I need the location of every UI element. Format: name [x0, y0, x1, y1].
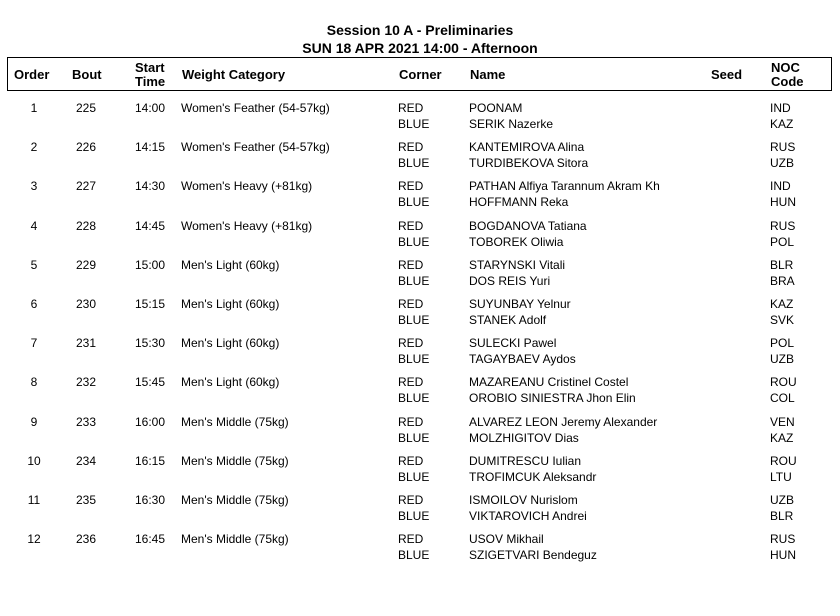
red-noc-cell: IND — [770, 179, 791, 194]
blue-name-cell: TOBOREK Oliwia — [469, 234, 564, 249]
start-time-cell: 16:45 — [135, 532, 166, 547]
red-name-cell: STARYNSKI Vitali — [469, 257, 566, 272]
blue-name-cell: DOS REIS Yuri — [469, 273, 551, 288]
blue-name-cell: SERIK Nazerke — [469, 117, 554, 131]
bout-cell: 228 — [75, 218, 97, 233]
header-weight-category: Weight Category — [182, 67, 286, 82]
start-time-cell: 16:15 — [135, 453, 166, 468]
table-row — [0, 493, 840, 532]
red-name-cell: SULECKI Pawel — [469, 336, 557, 351]
blue-name-cell: TROFIMCUK Aleksandr — [469, 469, 597, 484]
table-row — [0, 297, 840, 336]
blue-name-cell: SZIGETVARI Bendeguz — [469, 548, 597, 563]
weight-category-cell: Men's Middle (75kg) — [181, 453, 289, 468]
red-name-cell: BOGDANOVA Tatiana — [469, 218, 587, 233]
start-time-cell: 15:15 — [135, 297, 166, 311]
corner-blue-cell: BLUE — [398, 391, 430, 406]
blue-name-cell: STANEK Adolf — [469, 313, 547, 327]
blue-noc-cell: UZB — [770, 352, 794, 367]
blue-noc-cell: UZB — [770, 156, 794, 171]
red-noc-cell: ROU — [770, 375, 797, 390]
bout-cell: 226 — [75, 140, 97, 155]
blue-noc-cell: KAZ — [770, 430, 794, 445]
weight-category-cell: Women's Heavy (+81kg) — [181, 179, 313, 194]
red-name-cell: POONAM — [469, 101, 523, 115]
session-title: Session 10 A - Preliminaries — [326, 22, 514, 38]
blue-name-cell: HOFFMANN Reka — [469, 195, 569, 210]
corner-red-cell: RED — [398, 414, 424, 429]
red-noc-cell: UZB — [770, 493, 794, 507]
table-row — [0, 140, 840, 179]
order-cell: 11 — [27, 493, 41, 507]
red-noc-cell: IND — [770, 101, 791, 115]
table-row — [0, 454, 840, 493]
red-noc-cell: BLR — [770, 257, 794, 272]
start-time-cell: 15:30 — [135, 336, 166, 351]
bout-cell: 235 — [75, 493, 97, 507]
corner-blue-cell: BLUE — [398, 430, 430, 445]
table-row — [0, 179, 840, 218]
corner-red-cell: RED — [398, 453, 424, 468]
start-time-cell: 15:00 — [135, 257, 166, 272]
session-subtitle: SUN 18 APR 2021 14:00 - Afternoon — [302, 40, 538, 56]
corner-red-cell: RED — [398, 336, 424, 351]
corner-blue-cell: BLUE — [398, 117, 430, 131]
blue-name-cell: TAGAYBAEV Aydos — [469, 352, 576, 367]
order-cell: 8 — [30, 375, 38, 390]
corner-blue-cell: BLUE — [398, 548, 430, 563]
red-name-cell: PATHAN Alfiya Tarannum Akram Kh — [469, 179, 660, 194]
start-time-cell: 15:45 — [135, 375, 166, 390]
red-noc-cell: VEN — [770, 414, 795, 429]
red-name-cell: KANTEMIROVA Alina — [469, 140, 585, 155]
blue-name-cell: TURDIBEKOVA Sitora — [469, 156, 589, 171]
order-cell: 10 — [27, 453, 41, 468]
corner-red-cell: RED — [398, 218, 424, 233]
blue-noc-cell: LTU — [770, 469, 792, 484]
start-time-cell: 16:00 — [135, 414, 166, 429]
start-time-cell: 14:45 — [135, 218, 166, 233]
blue-name-cell: MOLZHIGITOV Dias — [469, 430, 579, 445]
table-row — [0, 336, 840, 375]
red-name-cell: DUMITRESCU Iulian — [469, 453, 582, 468]
blue-noc-cell: KAZ — [770, 117, 794, 131]
header-seed: Seed — [711, 67, 743, 82]
red-name-cell: ISMOILOV Nurislom — [469, 493, 578, 507]
blue-name-cell: VIKTAROVICH Andrei — [469, 509, 587, 523]
order-cell: 3 — [30, 179, 38, 194]
table-row — [0, 101, 840, 140]
bout-cell: 234 — [75, 453, 97, 468]
header-start-time: Start Time — [135, 60, 166, 89]
bout-cell: 227 — [75, 179, 97, 194]
header-order: Order — [14, 67, 50, 82]
corner-red-cell: RED — [398, 375, 424, 390]
start-time-cell: 14:00 — [135, 101, 166, 115]
header-name: Name — [470, 67, 506, 82]
red-noc-cell: POL — [770, 336, 795, 351]
table-row — [0, 532, 840, 571]
order-cell: 1 — [30, 101, 38, 115]
blue-noc-cell: BRA — [770, 273, 795, 288]
red-noc-cell: RUS — [770, 532, 796, 547]
weight-category-cell: Men's Middle (75kg) — [181, 532, 289, 547]
weight-category-cell: Men's Middle (75kg) — [181, 493, 289, 507]
blue-noc-cell: SVK — [770, 313, 795, 327]
blue-noc-cell: COL — [770, 391, 795, 406]
weight-category-cell: Men's Light (60kg) — [181, 297, 280, 311]
corner-blue-cell: BLUE — [398, 469, 430, 484]
header-noc-code: NOC Code — [771, 60, 804, 89]
corner-blue-cell: BLUE — [398, 509, 430, 523]
start-time-cell: 14:30 — [135, 179, 166, 194]
corner-blue-cell: BLUE — [398, 273, 430, 288]
bout-cell: 225 — [75, 101, 97, 115]
corner-blue-cell: BLUE — [398, 195, 430, 210]
red-noc-cell: RUS — [770, 218, 796, 233]
bout-cell: 229 — [75, 257, 97, 272]
corner-red-cell: RED — [398, 532, 424, 547]
bout-cell: 232 — [75, 375, 97, 390]
corner-red-cell: RED — [398, 179, 424, 194]
order-cell: 12 — [27, 532, 41, 547]
corner-red-cell: RED — [398, 101, 424, 115]
order-cell: 5 — [30, 257, 38, 272]
blue-noc-cell: HUN — [770, 195, 796, 210]
start-time-cell: 16:30 — [135, 493, 166, 507]
order-cell: 6 — [30, 297, 38, 311]
corner-blue-cell: BLUE — [398, 234, 430, 249]
order-cell: 4 — [30, 218, 38, 233]
bout-cell: 231 — [75, 336, 97, 351]
table-row — [0, 415, 840, 454]
blue-noc-cell: HUN — [770, 548, 796, 563]
red-noc-cell: ROU — [770, 453, 797, 468]
bout-cell: 233 — [75, 414, 97, 429]
header-corner: Corner — [399, 67, 442, 82]
header-bout: Bout — [72, 67, 102, 82]
red-name-cell: ALVAREZ LEON Jeremy Alexander — [469, 414, 658, 429]
corner-red-cell: RED — [398, 297, 424, 311]
corner-blue-cell: BLUE — [398, 352, 430, 367]
weight-category-cell: Men's Middle (75kg) — [181, 414, 289, 429]
red-noc-cell: KAZ — [770, 297, 794, 311]
bout-cell: 230 — [75, 297, 97, 311]
weight-category-cell: Men's Light (60kg) — [181, 336, 280, 351]
blue-name-cell: OROBIO SINIESTRA Jhon Elin — [469, 391, 636, 406]
weight-category-cell: Women's Feather (54-57kg) — [181, 101, 330, 115]
blue-noc-cell: POL — [770, 234, 795, 249]
corner-blue-cell: BLUE — [398, 156, 430, 171]
start-time-cell: 14:15 — [135, 140, 166, 155]
table-row — [0, 258, 840, 297]
order-cell: 2 — [30, 140, 38, 155]
order-cell: 7 — [30, 336, 38, 351]
weight-category-cell: Women's Heavy (+81kg) — [181, 218, 313, 233]
weight-category-cell: Men's Light (60kg) — [181, 257, 280, 272]
red-name-cell: SUYUNBAY Yelnur — [469, 297, 571, 311]
corner-red-cell: RED — [398, 257, 424, 272]
corner-red-cell: RED — [398, 140, 424, 155]
table-header — [7, 57, 832, 91]
corner-red-cell: RED — [398, 493, 424, 507]
weight-category-cell: Men's Light (60kg) — [181, 375, 280, 390]
bout-cell: 236 — [75, 532, 97, 547]
table-row — [0, 219, 840, 258]
weight-category-cell: Women's Feather (54-57kg) — [181, 140, 330, 155]
red-name-cell: MAZAREANU Cristinel Costel — [469, 375, 629, 390]
corner-blue-cell: BLUE — [398, 313, 430, 327]
table-row — [0, 375, 840, 414]
blue-noc-cell: BLR — [770, 509, 794, 523]
red-name-cell: USOV Mikhail — [469, 532, 544, 547]
order-cell: 9 — [30, 414, 38, 429]
red-noc-cell: RUS — [770, 140, 796, 155]
